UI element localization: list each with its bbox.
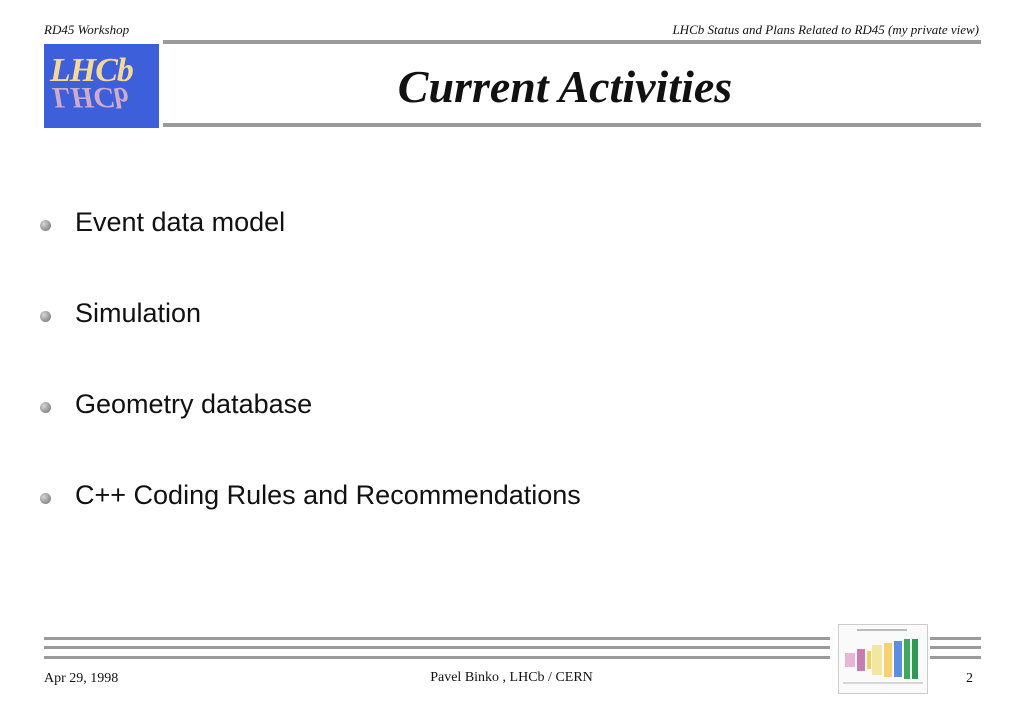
bullet-dot-icon bbox=[40, 493, 51, 504]
page-title: Current Activities bbox=[397, 61, 733, 112]
header-right: LHCb Status and Plans Related to RD45 (my private view) bbox=[672, 22, 979, 37]
footer-author: Pavel Binko , LHCb / CERN bbox=[430, 670, 593, 685]
bullet-dot-icon bbox=[40, 402, 51, 413]
header-left: RD45 Workshop bbox=[44, 22, 130, 37]
list-item-text: Geometry database bbox=[75, 389, 313, 419]
footer-rule-2 bbox=[44, 646, 830, 649]
bullet-dot-icon bbox=[40, 220, 51, 231]
footer-rule-3 bbox=[44, 656, 830, 659]
logo-text-mirror: LHCb bbox=[52, 81, 129, 114]
header-rule-top bbox=[163, 40, 981, 44]
footer-rule-right-3 bbox=[930, 656, 981, 659]
footer-date: Apr 29, 1998 bbox=[44, 671, 119, 686]
list-item-text: Simulation bbox=[75, 298, 202, 328]
header-rule-bottom bbox=[163, 123, 981, 127]
footer-rule-right-2 bbox=[930, 646, 981, 649]
footer-rule-right-1 bbox=[930, 637, 981, 640]
list-item-text: Event data model bbox=[75, 207, 286, 237]
page-number: 2 bbox=[966, 671, 973, 686]
bullet-dot-icon bbox=[40, 311, 51, 322]
logo-text: LHCb bbox=[50, 52, 133, 89]
footer-rule-1 bbox=[44, 637, 830, 640]
list-item-text: C++ Coding Rules and Recommendations bbox=[75, 480, 581, 510]
